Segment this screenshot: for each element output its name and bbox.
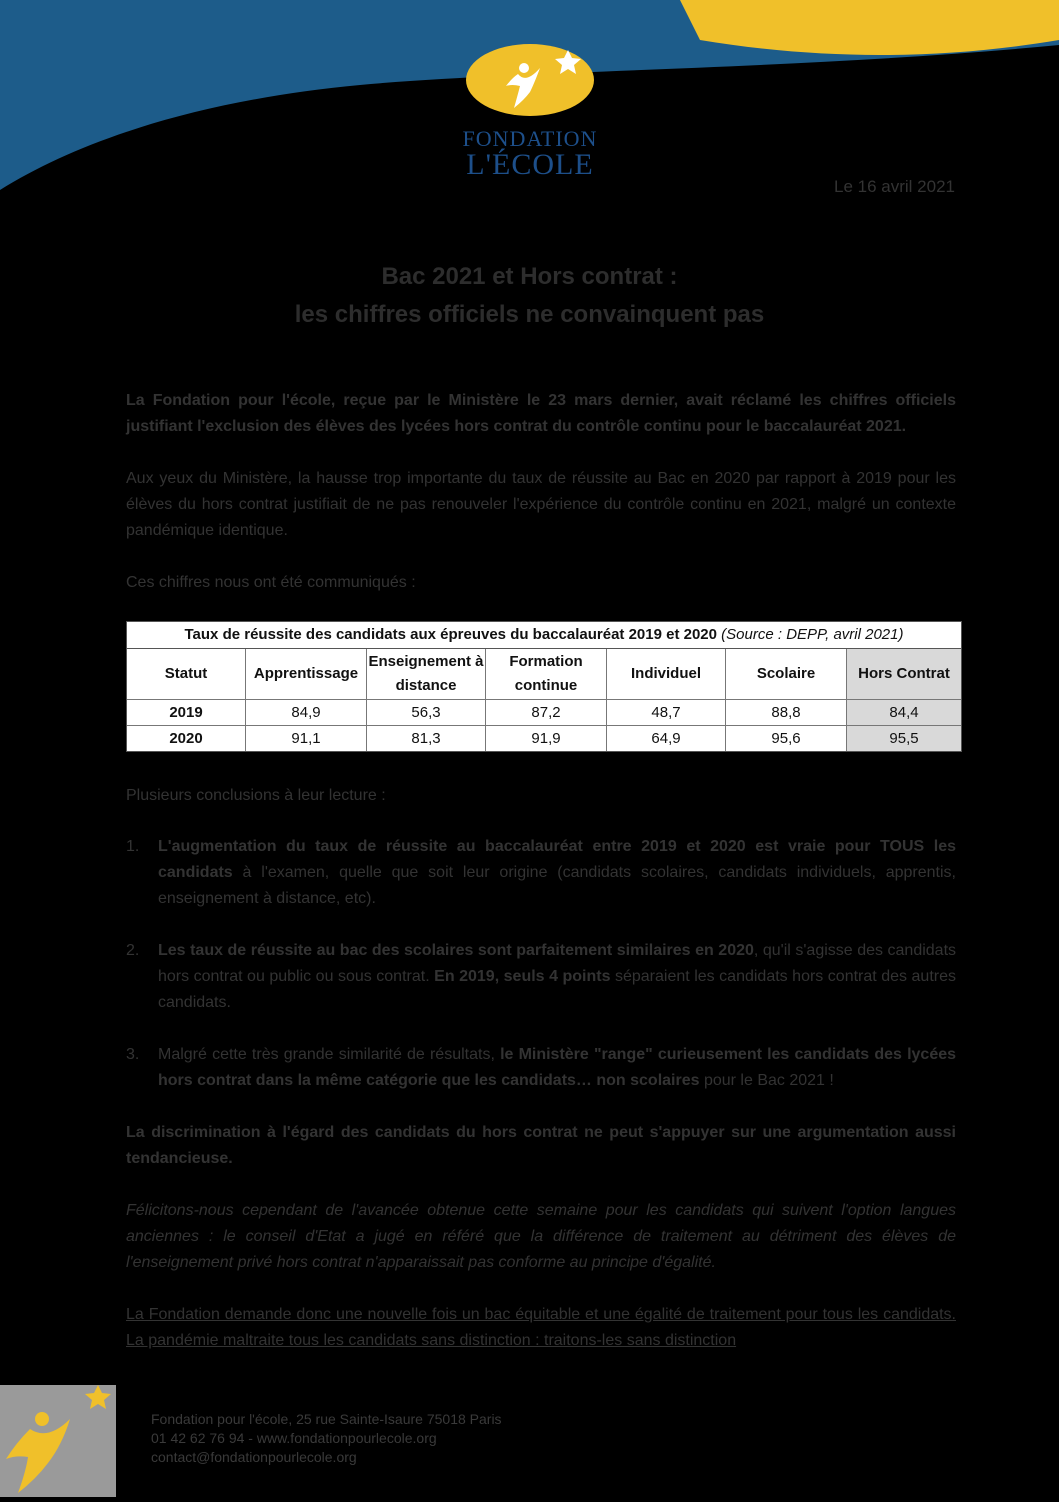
table-cell: 84,4: [847, 700, 962, 726]
footer-logo-box: [0, 1385, 116, 1497]
conclusions-paragraph: Plusieurs conclusions à leur lecture :: [126, 787, 386, 804]
table-caption: [127, 622, 961, 649]
table-row: [127, 726, 961, 752]
table-cell: 88,8: [726, 700, 847, 726]
table-caption-title: Taux de réussite des candidats aux épreuves du baccalauréat 2019 et 2020: [184, 626, 717, 643]
table-header: Statut: [127, 649, 246, 700]
table-cell: 87,2: [486, 700, 607, 726]
table-cell: 48,7: [607, 700, 726, 726]
list-text: Malgré cette très grande similarité de résultats, le Ministère "range" curieusement les candidats des lycées hors contrat dans la même catégorie que les candidats… non scolaires pour le Bac 2021 !: [158, 1046, 957, 1089]
logo-text-line1: FONDATION: [462, 126, 598, 151]
list-number: 3.: [126, 1046, 140, 1063]
table-cell: 2020: [127, 726, 246, 752]
document-date: Le 16 avril 2021: [834, 177, 955, 196]
table-cell: 95,6: [726, 726, 847, 752]
italic-paragraph: Félicitons-nous cependant de l'avancée obtenue cette semaine pour les candidats qui suivent l'option langues anciennes : le conseil d'Etat a jugé en référé que la différence de traitement au détriment des élèves de l'enseignement privé hors contrat n'apparaissait pas conforme au principe d'égalité.: [126, 1202, 956, 1271]
table-cell: 84,9: [246, 700, 367, 726]
footer-contact: [151, 1410, 502, 1467]
footer-email: contact@fondationpourlecole.org: [151, 1449, 357, 1465]
table-cell: 81,3: [367, 726, 486, 752]
table-cell: 2019: [127, 700, 246, 726]
document-title: [0, 258, 1059, 334]
table-header: Scolaire: [726, 649, 847, 700]
footer-address: Fondation pour l'école, 25 rue Sainte-Isaure 75018 Paris: [151, 1411, 502, 1427]
list-text: L'augmentation du taux de réussite au baccalauréat entre 2019 et 2020 est vraie pour TOUS les candidats à l'examen, quelle que soit leur origine (candidats scolaires, candidats individuels, apprentis, enseignement à distance, etc).: [158, 838, 956, 907]
list-text: Les taux de réussite au bac des scolaires sont parfaitement similaires en 2020, qu'il s'agisse des candidats hors contrat ou public ou sous contrat. En 2019, seuls 4 points séparaient les candidats hors contrat des autres candidats.: [158, 942, 957, 1011]
closing-paragraph: La Fondation demande donc une nouvelle fois un bac équitable et une égalité de traitement pour tous les candidats. La pandémie maltraite tous les candidats sans distinction : traitons-les sans distinction: [126, 1306, 956, 1349]
table-row: [127, 700, 961, 726]
logo-emblem-icon: [460, 38, 600, 128]
discrimination-paragraph: La discrimination à l'égard des candidats du hors contrat ne peut s'appuyer sur une argumentation aussi tendancieuse.: [126, 1124, 956, 1167]
table-header: Individuel: [607, 649, 726, 700]
table-header: Hors Contrat: [847, 649, 962, 700]
table-header: Apprentissage: [246, 649, 367, 700]
list-item: [126, 938, 956, 1016]
intro-paragraph: La Fondation pour l'école, reçue par le Ministère le 23 mars dernier, avait réclamé les chiffres officiels justifiant l'exclusion des élèves des lycées hors contrat du contrôle continu pour le baccalauréat 2021.: [126, 392, 956, 435]
results-table: [126, 621, 962, 752]
table-caption-source: (Source : DEPP, avril 2021): [721, 626, 904, 643]
figures-paragraph: Ces chiffres nous ont été communiqués :: [126, 574, 416, 591]
logo-text-line2: L'ÉCOLE: [466, 148, 594, 181]
ministry-paragraph: Aux yeux du Ministère, la hausse trop importante du taux de réussite au Bac en 2020 par rapport à 2019 pour les élèves du hors contrat justifiait de ne pas renouveler l'expérience du contrôle continu en 2021, malgré un contexte pandémique identique.: [126, 470, 956, 539]
table-cell: 56,3: [367, 700, 486, 726]
title-line2: les chiffres officiels ne convainquent pas: [294, 301, 765, 328]
table-cell: 91,9: [486, 726, 607, 752]
list-item: [126, 1042, 956, 1094]
table-header: Enseignement à distance: [367, 649, 486, 700]
list-number: 1.: [126, 838, 140, 855]
title-line1: Bac 2021 et Hors contrat :: [381, 263, 678, 290]
list-number: 2.: [126, 942, 140, 959]
table-cell: 91,1: [246, 726, 367, 752]
footer-phone-web: 01 42 62 76 94 - www.fondationpourlecole.org: [151, 1430, 437, 1446]
footer-logo-icon: [0, 1385, 116, 1497]
table-cell: 64,9: [607, 726, 726, 752]
table-header: Formation continue: [486, 649, 607, 700]
list-item: [126, 834, 956, 912]
table-cell: 95,5: [847, 726, 962, 752]
